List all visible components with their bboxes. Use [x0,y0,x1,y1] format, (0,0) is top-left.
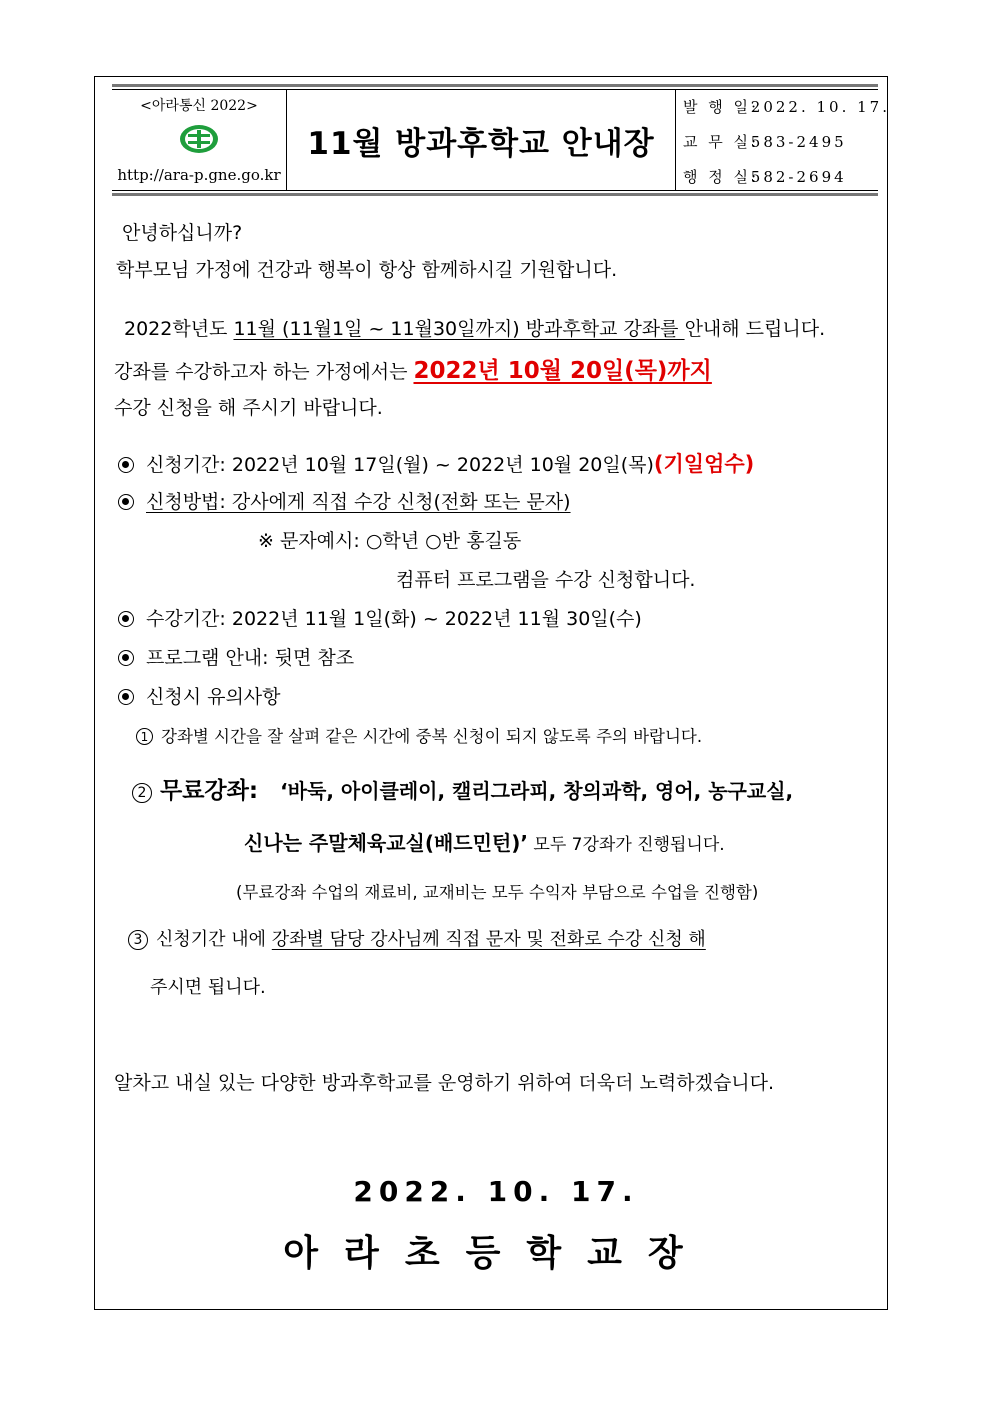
strict-deadline-note: (기일엄수) [653,452,755,476]
contact-info-cell [681,90,890,190]
issue-date-row [683,96,890,117]
greeting-line: 안녕하십니까? [122,222,243,244]
free-course-heading: 무료강좌: [160,778,259,804]
intro-line-3: 수강 신청을 해 주시기 바랍니다. [114,397,383,419]
intro-text: 강좌를 수강하고자 하는 가정에서는 [114,361,414,383]
note-2-paren: (무료강좌 수업의 재료비, 교재비는 모두 수익자 부담으로 수업을 진행함) [236,883,759,902]
bullet-icon [118,650,134,666]
bullet-icon [118,689,134,705]
note-text: 신청기간 내에 [156,929,272,950]
issue-date-key: 발 행 일: [683,98,760,116]
intro-line-2 [114,352,712,385]
issue-date-value: 2022. 10. 17. [750,98,890,116]
header-rule-bottom-thin [112,190,878,191]
item-text: 신청방법: 강사에게 직접 수강 신청(전화 또는 문자) [146,491,571,513]
circled-number-icon: 2 [132,783,152,803]
note-2 [132,772,793,805]
document-title: 11월 방과후학교 안내장 [307,125,655,162]
school-url[interactable]: http://ara-p.gne.go.kr [117,166,281,184]
closing-statement: 알차고 내실 있는 다양한 방과후학교를 운영하기 위하여 더욱더 노력하겠습니다. [114,1072,775,1094]
sms-example: ※ 문자예시: ○학년 ○반 홍길동 [258,530,522,552]
free-course-list: 신나는 주말체육교실(배드민턴)’ [244,831,529,855]
item-text: 프로그램 안내: 뒷면 참조 [146,647,355,669]
note-text: 모두 7강좌가 진행됩니다. [528,835,725,855]
item-notes-title [118,682,281,709]
bullet-icon [118,494,134,510]
intro-underlined: 11월 (11월1일 ~ 11월30일까지) 방과후학교 강좌를 [233,318,685,340]
admin-phone-value: 582-2694 [750,168,847,186]
principal-signature: 아라초등학교장 [283,1233,709,1274]
item-apply-period [118,448,754,478]
deadline-highlight: 2022년 10월 20일(목)까지 [413,358,712,384]
item-text: 신청시 유의사항 [146,686,281,708]
bullet-icon [118,457,134,473]
school-info-cell [112,90,286,190]
admin-phone-key: 행 정 실: [683,168,760,186]
bullet-icon [118,611,134,627]
newsletter-label: <아라통신 2022> [140,98,258,114]
document-header [112,84,890,196]
item-apply-method [118,487,571,514]
note-3-cont: 주시면 됩니다. [150,977,266,998]
item-text: 신청기간: 2022년 10월 17일(월) ~ 2022년 10월 20일(목) [146,454,654,476]
intro-text: 안내해 드립니다. [684,318,826,340]
item-course-period [118,604,642,631]
header-rule-top [112,84,878,87]
item-text: 수강기간: 2022년 11월 1일(화) ~ 2022년 11월 30일(수) [146,608,642,630]
free-course-list: ‘바둑, 아이클레이, 캘리그라피, 창의과학, 영어, 농구교실, [280,779,794,803]
item-program-guide [118,643,354,670]
admin-phone-row [683,166,847,187]
sms-example-cont: 컴퓨터 프로그램을 수강 신청합니다. [396,569,696,591]
note-2-cont [244,827,725,856]
office-phone-row [683,131,847,152]
intro-line-1 [124,314,825,341]
note-3 [128,925,706,951]
signature-date: 2022. 10. 17. [353,1175,639,1208]
note-text: 강좌별 시간을 잘 살펴 같은 시간에 중복 신청이 되지 않도록 주의 바랍니다. [161,727,703,746]
note-1 [136,723,702,747]
header-divider [675,90,676,190]
school-logo-icon [179,124,219,154]
note-underlined: 강좌별 담당 강사님께 직접 문자 및 전화로 수강 신청 해 [271,929,706,950]
greeting-line: 학부모님 가정에 건강과 행복이 항상 함께하시길 기원합니다. [116,259,618,281]
header-rule-bottom [112,193,878,196]
circled-number-icon: 3 [128,930,148,950]
office-phone-key: 교 무 실: [683,133,760,151]
header-divider [286,90,287,190]
intro-text: 2022학년도 [124,318,234,340]
circled-number-icon: 1 [136,728,153,745]
office-phone-value: 583-2495 [750,133,847,151]
